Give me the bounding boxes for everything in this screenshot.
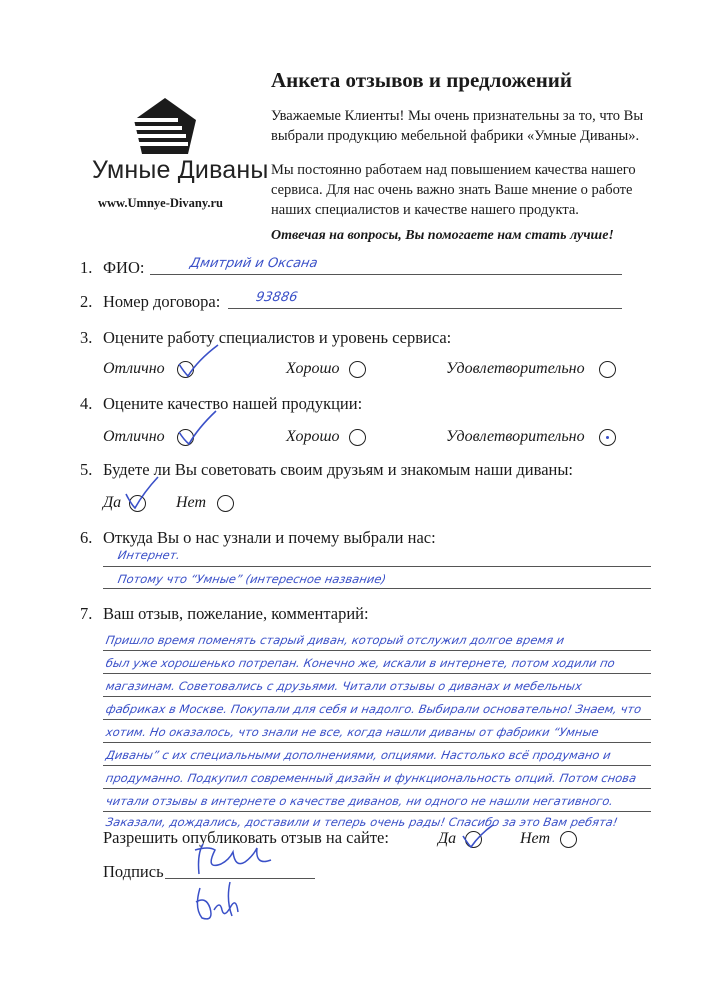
question-2-label: Номер договора: bbox=[103, 292, 221, 311]
publish-yes-label: Да bbox=[438, 830, 457, 847]
q3-option-good-label: Хорошо bbox=[286, 360, 340, 377]
question-5-label: Будете ли Вы советовать своим друзьям и знакомым наши диваны: bbox=[103, 460, 574, 479]
signature-1-icon bbox=[185, 840, 275, 880]
q5-option-no-radio[interactable] bbox=[217, 495, 234, 512]
publish-no-label: Нет bbox=[520, 830, 550, 847]
question-4-label: Оцените качество нашей продукции: bbox=[103, 394, 363, 413]
answer-7-text-line[interactable]: был уже хорошенько потрепан. Конечно же, искали в интернете, потом ходили по bbox=[104, 656, 616, 670]
answer-1-line bbox=[150, 274, 622, 275]
question-7-number: 7. bbox=[80, 604, 93, 623]
question-3-number: 3. bbox=[80, 328, 93, 347]
q3-option-satisfactory-radio[interactable] bbox=[599, 361, 616, 378]
intro-paragraph-2: Мы постоянно работаем над повышением качества нашего сервиса. Для нас очень важно знать Ваше мнение о работе наших специалистов и качестве нашего продукта. bbox=[271, 162, 636, 218]
answer-2-line bbox=[228, 308, 622, 309]
answer-1-text[interactable]: Дмитрий и Оксана bbox=[188, 256, 319, 271]
q4-option-good-label: Хорошо bbox=[286, 428, 340, 445]
q4-check-mark-icon bbox=[176, 408, 222, 448]
question-6-label: Откуда Вы о нас узнали и почему выбрали нас: bbox=[103, 528, 436, 547]
question-2-number: 2. bbox=[80, 292, 93, 311]
house-stripes-logo-icon bbox=[132, 96, 198, 156]
question-1-number: 1. bbox=[80, 258, 93, 277]
q3-option-good-radio[interactable] bbox=[349, 361, 366, 378]
answer-7-text-line[interactable]: Диваны” с их специальными дополнениями, опциями. Настолько всё продумано и bbox=[104, 748, 612, 762]
question-7-label: Ваш отзыв, пожелание, комментарий: bbox=[103, 604, 369, 623]
q5-check-mark-icon bbox=[122, 474, 162, 512]
question-5-number: 5. bbox=[80, 460, 93, 479]
q4-satisfactory-dot bbox=[606, 436, 609, 439]
answer-7-text-line[interactable]: Пришло время поменять старый диван, который отслужил долгое время и bbox=[104, 633, 566, 647]
answer-6-line-2-text[interactable]: Потому что “Умные” (интересное название) bbox=[116, 572, 388, 586]
answer-7-text-line[interactable]: хотим. Но оказалось, что знали не все, когда нашли диваны от фабрики “Умные bbox=[104, 725, 600, 739]
question-1-label: ФИО: bbox=[103, 258, 145, 277]
answer-7-rule bbox=[103, 765, 651, 766]
answer-2-text[interactable]: 93886 bbox=[254, 290, 299, 305]
publish-no-radio[interactable] bbox=[560, 831, 577, 848]
question-6-number: 6. bbox=[80, 528, 93, 547]
answer-7-rule bbox=[103, 650, 651, 651]
answer-7-text-line[interactable]: Заказали, дождались, доставили и теперь очень рады! Спасибо за это Вам ребята! bbox=[104, 815, 619, 829]
q3-option-excellent-label: Отлично bbox=[103, 360, 165, 377]
answer-7-rule bbox=[103, 788, 651, 789]
answer-7-rule bbox=[103, 673, 651, 674]
q4-option-excellent-label: Отлично bbox=[103, 428, 165, 445]
publish-check-mark-icon bbox=[460, 822, 496, 850]
q3-option-satisfactory-label: Удовлетворительно bbox=[446, 360, 585, 377]
tagline: Отвечая на вопросы, Вы помогаете нам стать лучше! bbox=[271, 228, 614, 243]
q4-option-good-radio[interactable] bbox=[349, 429, 366, 446]
q3-check-mark-icon bbox=[176, 342, 222, 380]
brand-name: Умные Диваны bbox=[92, 156, 269, 184]
answer-7-rule bbox=[103, 742, 651, 743]
signature-label: Подпись bbox=[103, 862, 164, 881]
answer-6-line-2 bbox=[103, 588, 651, 589]
answer-6-line-1-text[interactable]: Интернет. bbox=[116, 548, 182, 562]
answer-6-line-1 bbox=[103, 566, 651, 567]
answer-7-text-line[interactable]: фабриках в Москве. Покупали для себя и надолго. Выбирали основательно! Знаем, что bbox=[104, 702, 643, 716]
q4-option-satisfactory-label: Удовлетворительно bbox=[446, 428, 585, 445]
signature-2-icon bbox=[180, 878, 260, 928]
answer-7-text-line[interactable]: продуманно. Подкупил современный дизайн и функциональность опций. Потом снова bbox=[104, 771, 638, 785]
question-3-label: Оцените работу специалистов и уровень сервиса: bbox=[103, 328, 452, 347]
answer-7-text-line[interactable]: магазинам. Советовались с друзьями. Читали отзывы о диванах и мебельных bbox=[104, 679, 584, 693]
intro-paragraph: Уважаемые Клиенты! Мы очень признательны за то, что Вы выбрали продукцию мебельной фабрики «Умные Диваны». bbox=[271, 108, 644, 144]
q5-option-no-label: Нет bbox=[176, 494, 206, 511]
brand-url: www.Umnye-Divany.ru bbox=[98, 196, 224, 210]
answer-7-rule bbox=[103, 811, 651, 812]
q5-option-yes-label: Да bbox=[103, 494, 122, 511]
page-title: Анкета отзывов и предложений bbox=[271, 68, 573, 92]
answer-7-text-line[interactable]: читали отзывы в интернете о качестве диванов, ни одного не нашли негативного. bbox=[104, 794, 615, 808]
answer-7-rule bbox=[103, 719, 651, 720]
answer-7-rule bbox=[103, 696, 651, 697]
publish-permission-label: Разрешить опубликовать отзыв на сайте: bbox=[103, 828, 389, 847]
question-4-number: 4. bbox=[80, 394, 93, 413]
